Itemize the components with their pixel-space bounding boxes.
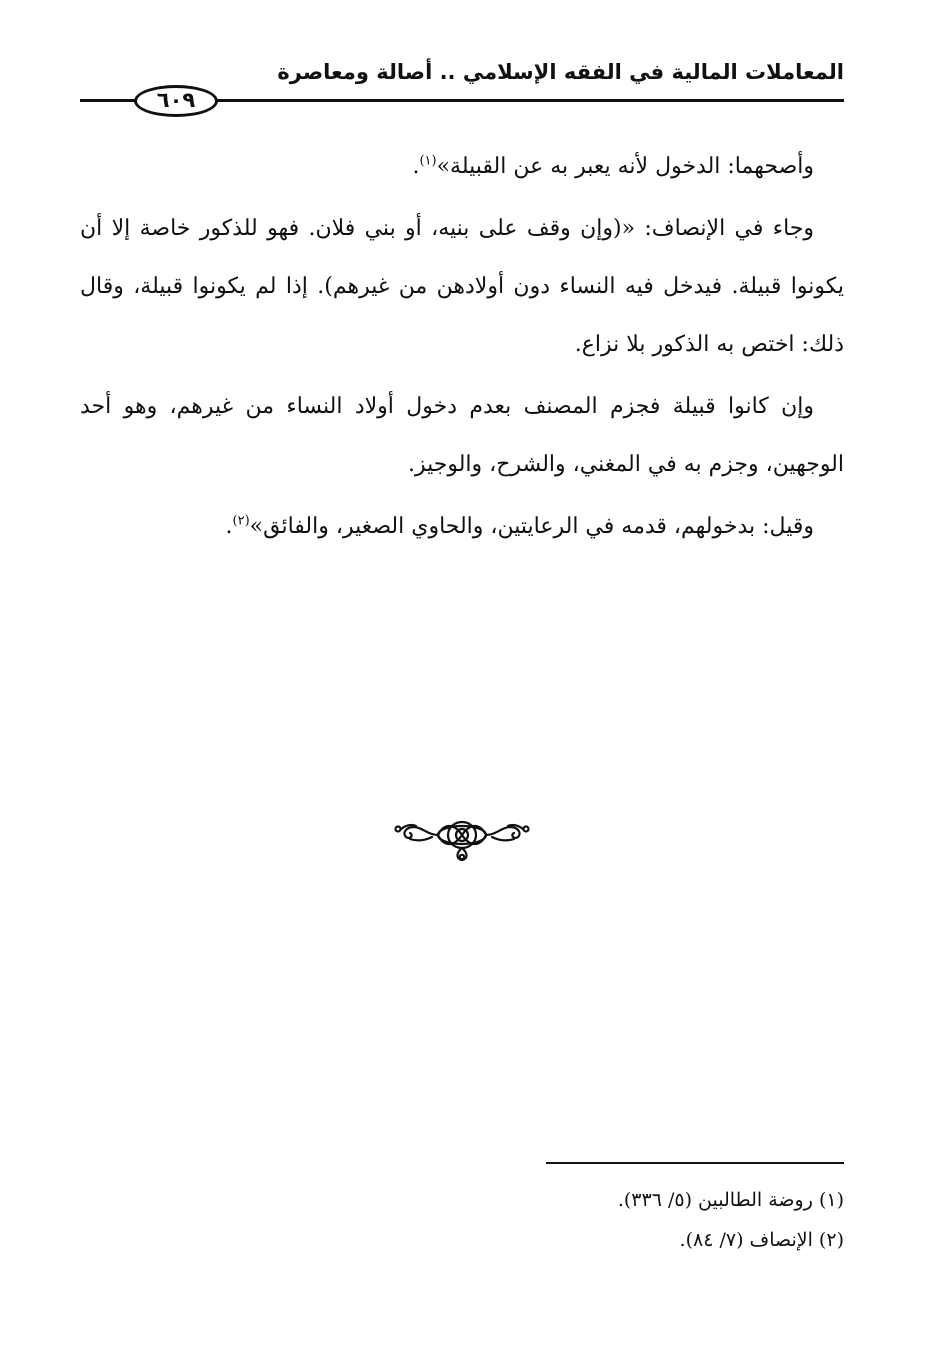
footnote-1: (١) روضة الطالبين (٥/ ٣٣٦). [617, 1189, 844, 1211]
paragraph-3 [80, 378, 844, 494]
footnote-ref-2: (٢) [232, 513, 250, 529]
paragraph-4-text: وقيل: بدخولهم، قدمه في الرعايتين، والحاوي الصغير، والفائق» [249, 514, 814, 539]
section-end-ornament-icon [392, 813, 532, 865]
paragraph-1-text: وأصحهما: الدخول لأنه يعبر به عن القبيلة» [436, 154, 814, 179]
footnote-rule [546, 1162, 844, 1164]
paragraph-2-text: وجاء في الإنصاف: «(وإن وقف على بنيه، أو بني فلان. فهو للذكور خاصة إلا أن يكونوا قبيلة. فيدخل فيه النساء دون أولادهن من غيرهم). إذا لم يكونوا قبيلة، وقال ذلك: اختص به الذكور بلا نزاع. [80, 216, 844, 357]
footnote-ref-1: (١) [419, 153, 437, 169]
paragraph-2 [80, 200, 844, 374]
running-head-title: المعاملات المالية في الفقه الإسلامي .. أصالة ومعاصرة [277, 60, 844, 84]
paragraph-4 [80, 498, 844, 556]
footnote-2: (٢) الإنصاف (٧/ ٨٤). [679, 1229, 844, 1251]
paragraph-1 [80, 138, 844, 196]
body-text [80, 138, 844, 560]
paragraph-3-text: وإن كانوا قبيلة فجزم المصنف بعدم دخول أولاد النساء من غيرهم، وهو أحد الوجهين، وجزم به في المغني، والشرح، والوجيز. [80, 394, 844, 477]
paragraph-4-tail: . [225, 514, 233, 539]
paragraph-1-tail: . [412, 154, 420, 179]
page-number: ٦٠٩ [134, 85, 218, 117]
footnotes [618, 1180, 844, 1260]
